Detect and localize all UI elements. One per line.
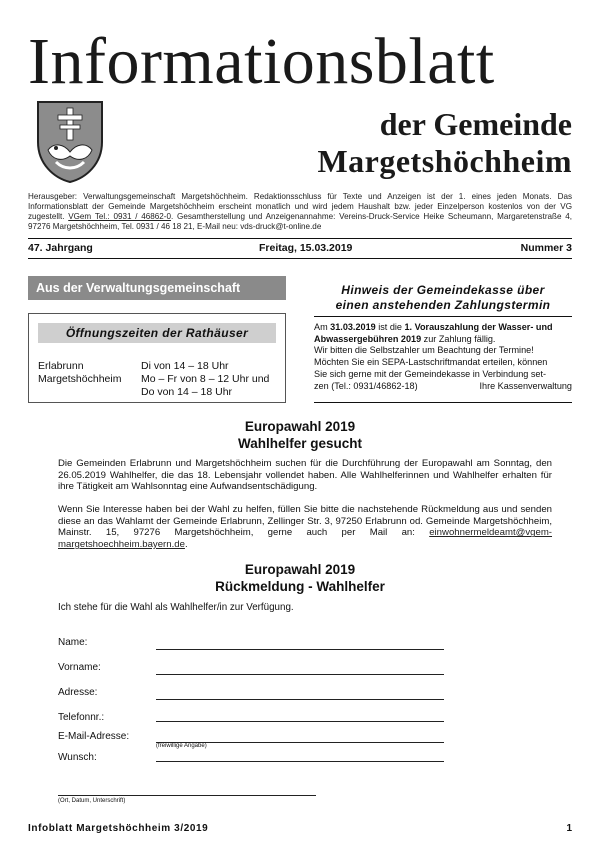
payment-notice-title: [314, 283, 572, 313]
election-paragraph-2-text: Wenn Sie Interesse haben bei der Wahl zu helfen, füllen Sie bitte die nachstehende Rückmeldung aus und senden diese an das Wahlamt der Gemeinde Erlabrunn, Zellinger Str. 3, 97250 Erlabrunn od. Gemeinde Margetshöchheim, Mainstr. 15, 97276 Margetshöchheim, gerne auch per Mail an:: [58, 504, 552, 539]
notice-item: Abwassergebühren 2019: [314, 333, 422, 344]
issue-top-rule: [28, 238, 572, 239]
notice-due-date: 31.03.2019: [330, 322, 376, 332]
election-heading: Europawahl 2019: [244, 419, 356, 434]
email-suffix: .: [184, 539, 188, 551]
hours-time: Mo – Fr von 8 – 12 Uhr und: [141, 373, 270, 385]
phone-field[interactable]: [156, 721, 444, 722]
address-field[interactable]: [156, 699, 444, 700]
vgem-phone-link[interactable]: VGem Tel.: 0931 / 46862-0: [68, 212, 171, 221]
form-intro: Ich stehe für die Wahl als Wahlhelfer/in zur Verfügung.: [58, 602, 294, 613]
opening-hours-box: [28, 313, 286, 403]
wish-label: Wunsch:: [58, 752, 97, 763]
name-field[interactable]: [156, 649, 444, 650]
signature-label: (Ort, Datum, Unterschrift): [58, 798, 126, 804]
notice-bottom-rule: [314, 402, 572, 403]
issue-bar: [28, 241, 572, 257]
municipal-coat-of-arms-icon: [34, 98, 106, 184]
section-banner: Aus der Verwaltungsgemeinschaft: [28, 276, 286, 300]
notice-text: Möchten Sie ein SEPA-Lastschriftmandat erteilen, können: [314, 357, 548, 368]
hours-place: Margetshöchheim: [38, 373, 122, 385]
opening-hours-title: Öffnungszeiten der Rathäuser: [38, 323, 276, 343]
signature-field[interactable]: [58, 795, 316, 796]
newsletter-title: Informationsblatt: [28, 25, 495, 98]
payment-notice-title-line1: Hinweis der Gemeindekasse über: [341, 283, 545, 297]
publisher-text-2: . Gesamtherstellung und Anzeigenannahme: Vereins-Druck-Service Heike Scheumann, Margaretenstraße 4, 97276 Margetshöchheim, Tel. 0931 / 46 18 21, E-Mail neu: vds-druck@t-online.de: [28, 212, 572, 231]
issue-number: Nummer 3: [520, 242, 572, 254]
notice-text: zen (Tel.: 0931/46862-18): [314, 380, 418, 391]
notice-text: Wir bitten die Selbstzahler um Beachtung der Termine!: [314, 345, 534, 356]
phone-label: Telefonnr.:: [58, 712, 105, 723]
payment-notice-title-line2: einen anstehenden Zahlungstermin: [335, 298, 551, 312]
notice-text: zur Zahlung fällig.: [421, 333, 496, 344]
email-label: E-Mail-Adresse:: [58, 731, 130, 742]
hours-time: Do von 14 – 18 Uhr: [141, 386, 233, 398]
wish-field[interactable]: [156, 761, 444, 762]
notice-top-rule: [314, 316, 572, 317]
election-paragraph-1: Die Gemeinden Erlabrunn und Margetshöchheim suchen für die Durchführung der Europawahl am Sonntag, den 26.05.2019 Wahlhelfer, die das 18. Lebensjahr vollendet haben. Alle Wahlhelferinnen und Wahlhelfer erhalten für ihre Tätigkeit am Wahlsonntag eine Aufwandsentschädigung.: [58, 458, 552, 493]
notice-item: 1. Vorauszahlung der Wasser- und: [404, 322, 553, 332]
first-name-label: Vorname:: [58, 662, 101, 673]
notice-text: Sie sich gerne mit der Gemeindekasse in Verbindung set-: [314, 368, 547, 379]
newsletter-subtitle-line2: Margetshöchheim: [317, 143, 572, 179]
election-subheading: Wahlhelfer gesucht: [237, 436, 363, 451]
first-name-field[interactable]: [156, 674, 444, 675]
form-heading: Europawahl 2019: [244, 562, 356, 577]
notice-text: ist die: [375, 322, 405, 332]
issue-date: Freitag, 15.03.2019: [259, 242, 353, 254]
election-paragraph-2: [58, 504, 552, 551]
optional-hint: (freiwillige Angabe): [156, 743, 207, 749]
notice-text: Am: [314, 322, 331, 332]
issue-volume: 47. Jahrgang: [28, 242, 93, 254]
registration-office-email-link[interactable]: einwohnermeldeamt@vgem-margetshoechheim.bayern.de: [58, 527, 553, 551]
address-label: Adresse:: [58, 687, 98, 698]
footer-publication: Infoblatt Margetshöchheim 3/2019: [28, 823, 209, 834]
newsletter-subtitle-line1: der Gemeinde: [379, 106, 572, 142]
publisher-text-1: Herausgeber: Verwaltungsgemeinschaft Margetshöchheim. Redaktionsschluss für Texte und Anzeigen ist der 1. eines jeden Monats. Das Informationsblatt der Gemeinde Margetshöchheim erscheint monatlich und wird jedem Haushalt bzw. jeder Einzelperson kostenlos von der VG zugestellt.: [28, 192, 572, 221]
notice-signature: Ihre Kassenverwaltung: [479, 380, 572, 391]
page-number: 1: [566, 823, 572, 834]
publisher-info: [28, 192, 572, 232]
hours-place: Erlabrunn: [38, 360, 84, 372]
name-label: Name:: [58, 637, 88, 648]
hours-time: Di von 14 – 18 Uhr: [141, 360, 229, 372]
form-subheading: Rückmeldung - Wahlhelfer: [215, 579, 385, 594]
payment-notice-body: [314, 322, 572, 392]
issue-bottom-rule: [28, 258, 572, 259]
